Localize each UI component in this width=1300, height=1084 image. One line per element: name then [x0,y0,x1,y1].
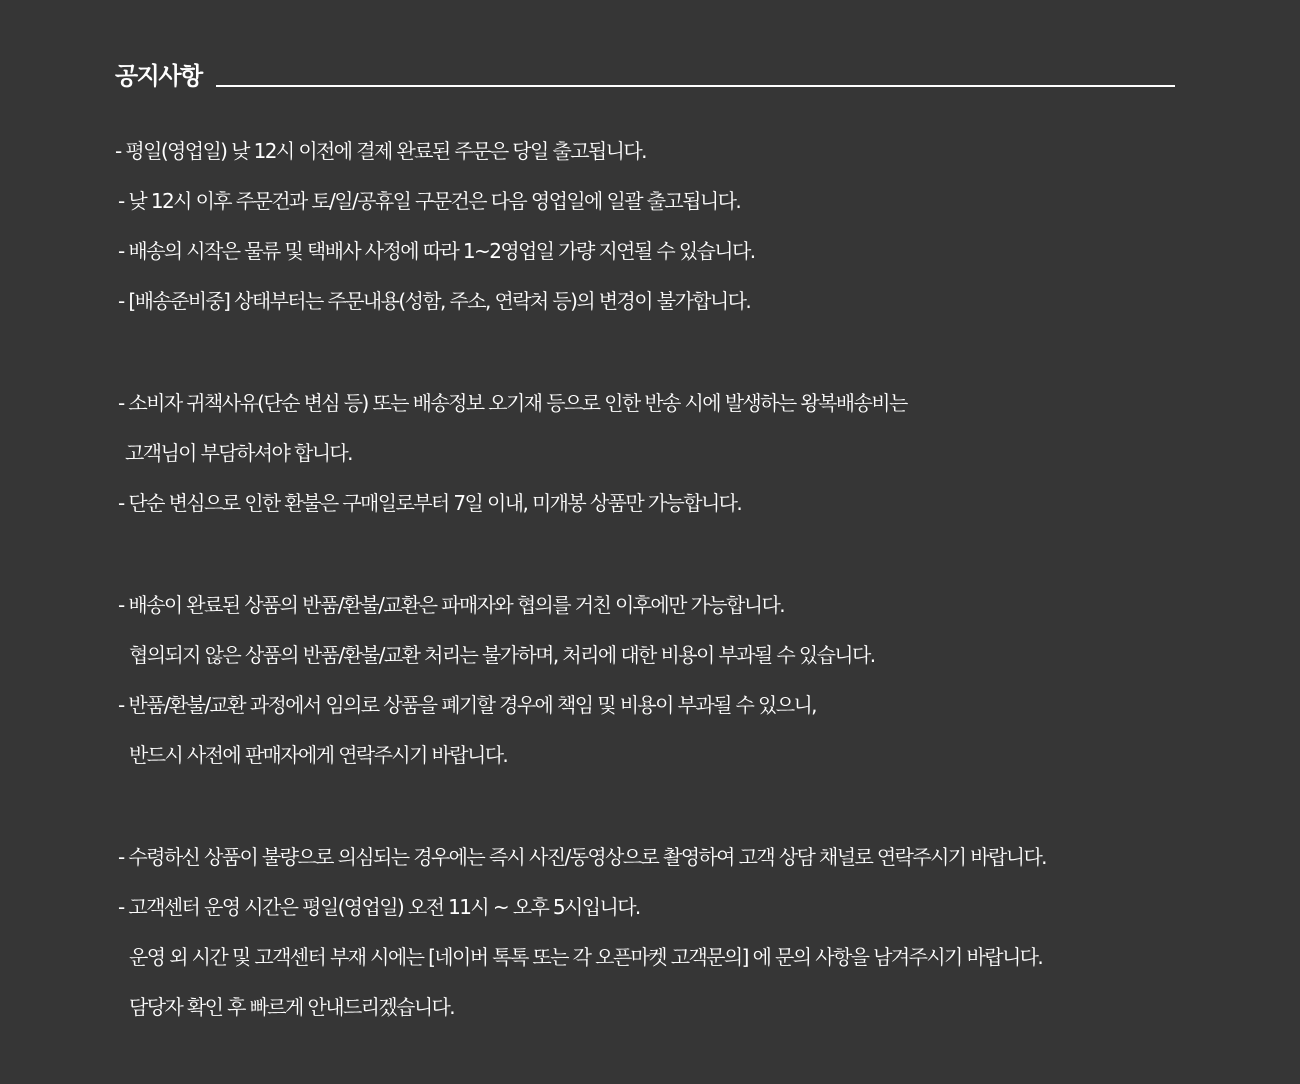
notice-header [115,60,1175,92]
notice-line-12: - 수령하신 상품이 불량으로 의심되는 경우에는 즉시 사진/동영상으로 촬영하여 고객 상담 채널로 연락주시기 바랍니다. [118,845,1046,869]
notice-title: 공지사항 [115,62,202,90]
notice-line-5: - 소비자 귀책사유(단순 변심 등) 또는 배송정보 오기재 등으로 인한 반송 시에 발생하는 왕복배송비는 [118,391,907,415]
notice-section [115,60,1175,1019]
notice-line-7: - 단순 변심으로 인한 환불은 구매일로부터 7일 이내, 미개봉 상품만 가능합니다. [118,491,742,515]
notice-line-13: - 고객센터 운영 시간은 평일(영업일) 오전 11시 ~ 오후 5시입니다. [118,895,640,919]
notice-line-15: 담당자 확인 후 빠르게 안내드리겠습니다. [129,995,455,1019]
notice-line-1: - 평일(영업일) 낮 12시 이전에 결제 완료된 주문은 당일 출고됩니다. [115,139,646,163]
notice-line-10: - 반품/환불/교환 과정에서 임의로 상품을 폐기할 경우에 책임 및 비용이 부과될 수 있으니, [118,693,816,717]
notice-line-9: 협의되지 않은 상품의 반품/환불/교환 처리는 불가하며, 처리에 대한 비용이 부과될 수 있습니다. [129,643,875,667]
notice-line-14: 운영 외 시간 및 고객센터 부재 시에는 [네이버 톡톡 또는 각 오픈마켓 고객문의] 에 문의 사항을 남겨주시기 바랍니다. [129,945,1043,969]
title-divider [216,85,1175,87]
notice-line-2: - 낮 12시 이후 주문건과 토/일/공휴일 구문건은 다음 영업일에 일괄 출고됩니다. [118,189,741,213]
notice-line-6: 고객님이 부담하셔야 합니다. [125,441,352,465]
notice-line-3: - 배송의 시작은 물류 및 택배사 사정에 따라 1~2영업일 가량 지연될 수 있습니다. [118,239,755,263]
notice-line-8: - 배송이 완료된 상품의 반품/환불/교환은 파매자와 협의를 거친 이후에만 가능합니다. [118,593,784,617]
notice-line-4: - [배송준비중] 상태부터는 주문내용(성함, 주소, 연락처 등)의 변경이 불가합니다. [118,289,751,313]
notice-line-11: 반드시 사전에 판매자에게 연락주시기 바랍니다. [129,743,508,767]
